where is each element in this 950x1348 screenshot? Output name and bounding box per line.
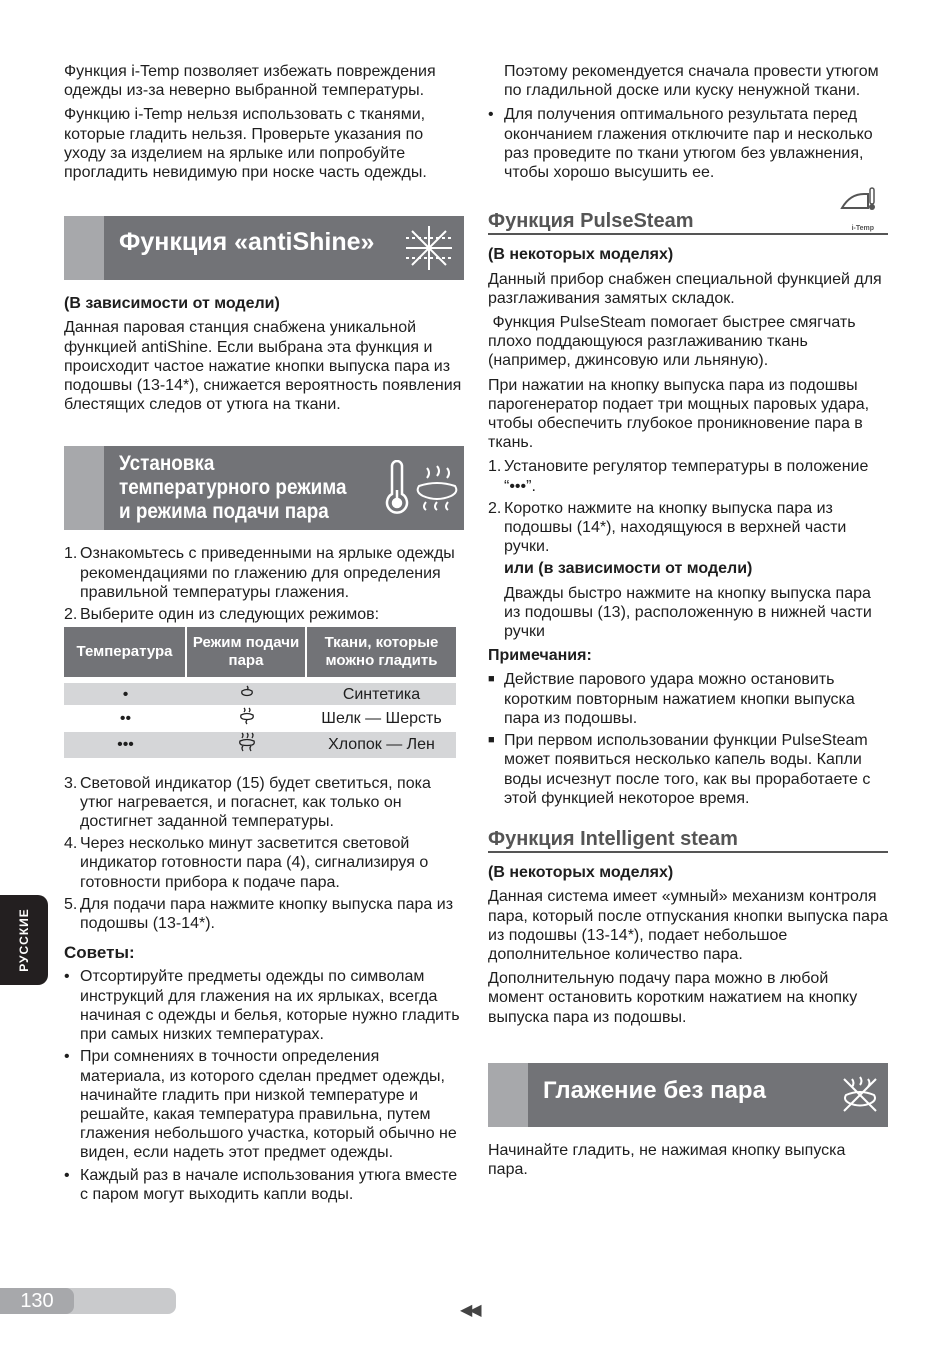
list-item	[64, 544, 464, 602]
notes-title: Примечания:	[488, 647, 592, 665]
step-number: 2.	[488, 499, 502, 517]
tips-list	[64, 967, 464, 1203]
intelligent-heading	[488, 827, 888, 853]
table-cell	[187, 683, 307, 707]
temperature-steps-b	[64, 774, 464, 934]
temperature-steps-a	[64, 544, 464, 624]
page-number-bar	[0, 1288, 176, 1314]
page-number: 130	[0, 1288, 74, 1314]
list-item	[64, 1166, 464, 1204]
pulsesteam-step2b: Дважды быстро нажмите на кнопку выпуска пара из подошвы (13), расположенную в нижней части ручки	[504, 584, 872, 641]
step-number: 2.	[64, 606, 78, 624]
list-item	[488, 670, 888, 728]
pulsesteam-heading	[488, 212, 888, 235]
tip-text: При сомнениях в точности определения материала, из которого сделан предмет одежды, начинайте гладить при низкой температуре и решайте, какая температура правильна, путем глажения небольшого участка, который обычно не виден, если надеть этот предмет одежды.	[80, 1048, 457, 1162]
table-row	[64, 707, 456, 732]
intelligent-subtitle: (В некоторых моделях)	[488, 864, 674, 882]
list-item	[488, 499, 888, 557]
dry-ironing-text: Начинайте гладить, не нажимая кнопку выпуска пара.	[488, 1141, 846, 1178]
square-bullet: ■	[488, 673, 495, 686]
settings-table	[64, 627, 456, 759]
pulsesteam-steps	[488, 457, 888, 556]
table-header: Температура	[64, 627, 187, 677]
step-number: 4.	[64, 835, 78, 853]
note-text: При первом использовании функции PulseSteam может появиться несколько капель воды. Капли воды исчезнут после того, как вы проработаете с этой функцией некоторое время.	[504, 732, 871, 807]
pulsesteam-p2: Функция PulseSteam помогает быстрее смягчать плохо поддающуюся разглаживанию ткань (например, джинсовую или льняную).	[488, 314, 860, 370]
table-header: Режим подачи пара	[187, 627, 307, 677]
temperature-title-line2: температурного режима	[119, 476, 347, 500]
table-cell	[187, 707, 307, 732]
table-cell: •••	[64, 732, 187, 759]
steam-high-icon	[236, 732, 258, 752]
intelligent-title: Функция Intelligent steam	[488, 827, 738, 850]
step-number: 5.	[64, 895, 78, 913]
antishine-text: Данная паровая станция снабжена уникальной функцией antiShine. Если выбрана эта функция и происходит частое нажатие кнопки выпуска пара из подошвы (13-14*), снижается вероятность появления блестящих следов от утюга на ткани.	[64, 319, 462, 414]
banner-strip	[64, 446, 104, 530]
step-text: Выберите один из следующих режимов:	[80, 606, 380, 624]
list-item	[488, 105, 888, 182]
right-column	[488, 62, 888, 1184]
temperature-banner	[64, 446, 464, 530]
steam-medium-icon	[238, 707, 256, 725]
list-item	[64, 1047, 464, 1162]
square-bullet: ■	[488, 734, 495, 747]
step-text: Для подачи пара нажмите кнопку выпуска пара из подошвы (13-14*).	[80, 895, 454, 933]
table-cell: Синтетика	[307, 683, 456, 707]
antishine-banner	[64, 216, 464, 280]
list-item	[64, 605, 464, 624]
antishine-subtitle: (В зависимости от модели)	[64, 295, 280, 313]
table-cell: ••	[64, 707, 187, 732]
banner-strip	[64, 216, 104, 280]
thermometer-icon	[382, 460, 412, 516]
antishine-title: Функция «antiShine»	[119, 228, 375, 257]
temperature-title-line1: Установка	[119, 452, 215, 476]
pulsesteam-title: Функция PulseSteam	[488, 210, 694, 233]
no-steam-icon	[838, 1073, 882, 1117]
tips-title: Советы:	[64, 943, 135, 963]
pulsesteam-p3: При нажатии на кнопку выпуска пара из подошвы парогенератор подает три мощных паровых удара, чтобы обеспечить глубокое проникновение пара в ткань.	[488, 376, 870, 452]
nav-arrows-icon[interactable]: ◀◀	[460, 1302, 479, 1319]
pulsesteam-or: или (в зависимости от модели)	[504, 560, 753, 578]
left-column	[64, 62, 464, 1207]
bullet: •	[64, 1048, 70, 1066]
banner-strip	[488, 1063, 528, 1127]
step-text: Через несколько минут засветится световой индикатор готовности пара (4), сигнализируя о готовности прибора к подаче пара.	[80, 835, 429, 891]
itemp-icon	[838, 186, 878, 216]
dry-ironing-banner	[488, 1063, 888, 1127]
pulsesteam-p1: Данный прибор снабжен специальной функцией для разглаживания замятых складок.	[488, 270, 882, 307]
tip-text: Каждый раз в начале использования утюга вместе с паром могут выходить капли воды.	[80, 1166, 458, 1203]
bullet: •	[64, 1166, 70, 1184]
intelligent-p2: Дополнительную подачу пара можно в любой момент остановить коротким нажатием на кнопку выпуска пара из подошвы.	[488, 970, 858, 1026]
dry-ironing-title: Глажение без пара	[543, 1076, 766, 1104]
temperature-title-line3: и режима подачи пара	[119, 500, 329, 524]
antishine-icon	[402, 222, 456, 274]
step-text: Установите регулятор температуры в положение “•••”.	[504, 458, 869, 495]
language-tab	[0, 895, 48, 985]
step-number: 3.	[64, 774, 78, 792]
intelligent-p1: Данная система имеет «умный» механизм контроля пара, который после отпускания кнопки выпуска пара из подошвы (13-14*), подает небольшое дополнительное количество пара.	[488, 888, 888, 963]
step-text: Световой индикатор (15) будет светиться, пока утюг нагревается, и погаснет, как только он достигнет заданной температуры.	[80, 774, 431, 831]
bullet: •	[488, 106, 494, 124]
table-header: Ткани, которые можно гладить	[307, 627, 456, 677]
list-item	[64, 895, 464, 933]
list-item	[64, 774, 464, 832]
table-cell: Хлопок — Лен	[307, 732, 456, 759]
temperature-title	[119, 452, 346, 524]
continued-list	[488, 105, 888, 182]
step-number: 1.	[64, 545, 78, 563]
tip-text: Отсортируйте предметы одежды по символам инструкций для глажения на их ярлыках, всегда начиная с одежды и белья, которые нужно гладить при самых низких температурах.	[80, 968, 460, 1044]
bullet: •	[64, 968, 70, 986]
notes-list	[488, 670, 888, 807]
list-item	[488, 731, 888, 808]
itemp-icon-label: i-Temp	[851, 225, 874, 233]
table-row	[64, 732, 456, 759]
list-item	[488, 457, 888, 495]
table-cell	[187, 732, 307, 759]
step-text: Ознакомьтесь с приведенными на ярлыке одежды рекомендациями по глажению для определения правильной температуры глажения.	[80, 545, 455, 601]
table-cell: Шелк — Шерсть	[307, 707, 456, 732]
steam-low-icon	[239, 685, 255, 699]
step-number: 1.	[488, 458, 502, 476]
note-text: Действие парового удара можно остановить коротким повторным нажатием кнопки выпуска пара из подошвы.	[504, 671, 855, 727]
step-text: Коротко нажмите на кнопку выпуска пара из подошвы (14*), находящуюся в верхней части ручки.	[504, 499, 847, 556]
list-item	[64, 834, 464, 892]
steam-icon	[414, 464, 460, 512]
table-row	[64, 683, 456, 707]
table-cell: •	[64, 683, 187, 707]
itemp-warning: Функцию i-Temp нельзя использовать с тканями, которые гладить нельзя. Проверьте указания по уходу за изделием на ярлыке или попробуйте прогладить невидимую при носке часть одежды.	[64, 106, 427, 182]
continued-text: Поэтому рекомендуется сначала провести утюгом по гладильной доске или куску ненужной ткани.	[504, 63, 879, 100]
pulsesteam-subtitle: (В некоторых моделях)	[488, 246, 674, 264]
table-header-row	[64, 627, 456, 677]
bullet-text: Для получения оптимального результата перед окончанием глажения отключите пар и несколько раз проведите по ткани утюгом без увлажнения, чтобы хорошо высушить ее.	[504, 106, 873, 182]
list-item	[64, 967, 464, 1044]
itemp-intro: Функция i-Temp позволяет избежать повреждения одежды из-за неверно выбранной температуры.	[64, 63, 436, 100]
language-tab-label: РУССКИЕ	[17, 908, 31, 972]
